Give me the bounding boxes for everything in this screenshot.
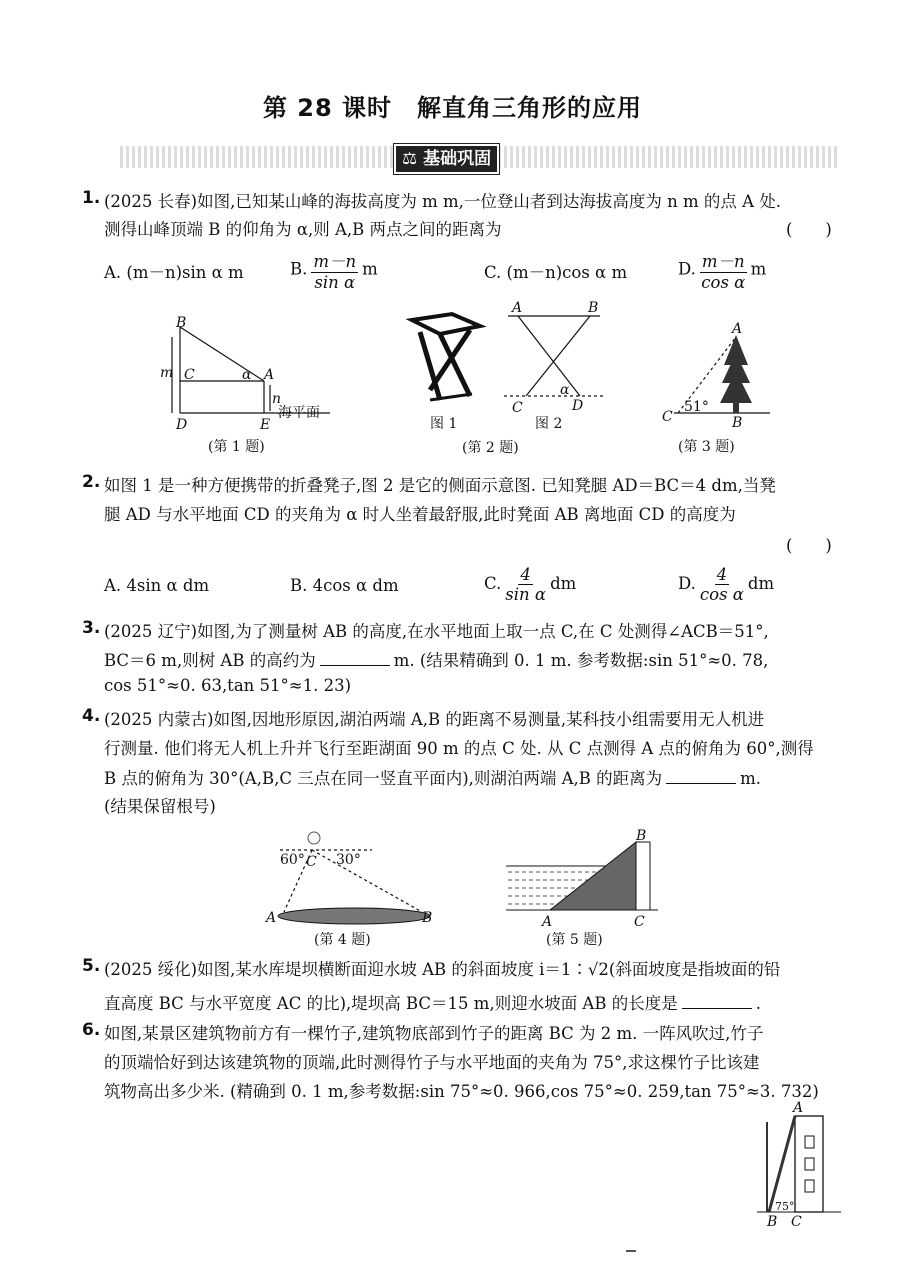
figure-1: [160, 315, 360, 455]
question-number: 5.: [82, 956, 101, 976]
question-text: 的顶端恰好到达该建筑物的顶端,此时测得竹子与水平地面的夹角为 75°,求这棵竹子比该建: [104, 1053, 760, 1072]
label-b: B: [732, 415, 743, 431]
figure-caption: (第 5 题): [546, 932, 603, 948]
question-text: 测得山峰顶端 B 的仰角为 α,则 A,B 两点之间的距离为: [104, 220, 502, 239]
unit: dm: [747, 574, 775, 593]
label-alpha: α: [560, 382, 570, 398]
text-part: BC＝6 m,则树 AB 的高约为: [104, 651, 316, 670]
label-c: C: [791, 1214, 802, 1230]
figure-caption: (第 3 题): [678, 439, 735, 455]
answer-blank[interactable]: [320, 665, 390, 666]
subfigure-1-label: 图 1: [430, 416, 458, 432]
label-sea-level: 海平面: [278, 405, 320, 421]
text-part: B 点的俯角为 30°(A,B,C 三点在同一竖直平面内),则湖泊两端 A,B 的距离为: [104, 769, 663, 788]
fraction: [700, 565, 744, 604]
figure-4: [262, 828, 452, 953]
label-angle: 75°: [775, 1200, 795, 1213]
section-label: 基础巩固: [423, 149, 492, 169]
option-label: C.: [484, 574, 502, 593]
unit: m: [750, 259, 767, 279]
label-m: m: [160, 365, 174, 381]
denominator: cos α: [699, 585, 744, 604]
figure-2: [400, 300, 610, 460]
drone-icon: [308, 832, 320, 844]
option-b[interactable]: [290, 248, 378, 292]
numerator: m－n: [311, 248, 358, 273]
answer-blank[interactable]: [682, 1008, 752, 1009]
question-text: [104, 765, 761, 789]
label-c: C: [662, 409, 673, 425]
label-a: A: [793, 1100, 804, 1116]
numerator: 4: [520, 565, 531, 584]
option-d[interactable]: [678, 565, 774, 604]
question-text: 腿 AD 与水平地面 CD 的夹角为 α 时人坐着最舒服,此时凳面 AB 离地面 CD 的高度为: [104, 505, 736, 524]
label-a: A: [512, 300, 523, 316]
label-c: C: [306, 854, 317, 870]
question-text: (2025 内蒙古)如图,因地形原因,湖泊两端 A,B 的距离不易测量,某科技小组需要用无人机进: [104, 710, 765, 729]
label-angle: 51°: [684, 399, 709, 415]
denominator: sin α: [314, 273, 356, 292]
label-a: A: [542, 914, 553, 930]
option-a[interactable]: A. 4sin α dm: [104, 576, 210, 595]
fraction: [311, 248, 358, 292]
label-alpha: α: [242, 367, 252, 383]
label-b: B: [588, 300, 599, 316]
question-text: (结果保留根号): [104, 797, 216, 816]
question-text: cos 51°≈0. 63,tan 51°≈1. 23): [104, 676, 352, 695]
answer-paren[interactable]: ( ): [786, 220, 832, 239]
label-a: A: [732, 321, 743, 337]
label-c: C: [184, 367, 195, 383]
section-badge: [394, 144, 499, 174]
label-n: n: [272, 391, 282, 407]
option-d[interactable]: [678, 248, 766, 292]
label-d: D: [176, 417, 188, 433]
label-a: A: [264, 367, 275, 383]
label-30: 30°: [336, 852, 361, 868]
figure-caption: (第 2 题): [462, 440, 519, 456]
question-text: (2025 辽宁)如图,为了测量树 AB 的高度,在水平地面上取一点 C,在 C 处测得∠ACB＝51°,: [104, 622, 769, 641]
denominator: sin α: [505, 585, 547, 604]
label-c: C: [512, 400, 523, 416]
option-label: B.: [290, 259, 308, 279]
figure-caption: (第 1 题): [208, 439, 265, 455]
fraction: [505, 565, 546, 604]
option-label: D.: [678, 574, 696, 593]
option-a[interactable]: A. (m－n)sin α m: [104, 263, 244, 282]
numerator: m－n: [700, 248, 747, 273]
text-part: m. (结果精确到 0. 1 m. 参考数据:sin 51°≈0. 78,: [393, 651, 769, 670]
question-text: [104, 990, 761, 1014]
question-number: 1.: [82, 188, 101, 208]
figure-6: [755, 1100, 850, 1230]
label-a: A: [266, 910, 277, 926]
unit: dm: [550, 574, 577, 593]
option-c[interactable]: C. (m－n)cos α m: [484, 263, 628, 282]
option-b[interactable]: B. 4cos α dm: [290, 576, 399, 595]
question-text: 如图 1 是一种方便携带的折叠凳子,图 2 是它的侧面示意图. 已知凳腿 AD＝BC＝4 dm,当凳: [104, 476, 776, 495]
question-number: 2.: [82, 472, 101, 492]
text-part: 直高度 BC 与水平宽度 AC 的比),堤坝高 BC＝15 m,则迎水坡面 AB 的长度是: [104, 994, 678, 1013]
numerator: 4: [716, 565, 728, 584]
scale-icon: ⚖: [402, 149, 424, 169]
label-b: B: [767, 1214, 778, 1230]
label-d: D: [572, 398, 584, 414]
figure-3: [660, 321, 780, 455]
figure-5: [500, 828, 670, 953]
label-b: B: [636, 828, 647, 844]
page-title: 第 28 课时 解直角三角形的应用: [262, 94, 643, 122]
fraction: [700, 248, 747, 292]
label-b: B: [176, 315, 187, 331]
unit: m: [362, 259, 378, 279]
label-60: 60°: [280, 852, 305, 868]
question-text: 筑物高出多少米. (精确到 0. 1 m,参考数据:sin 75°≈0. 966,cos 75°≈0. 259,tan 75°≈3. 732): [104, 1082, 819, 1101]
option-label: D.: [678, 259, 696, 279]
subfigure-2-label: 图 2: [535, 416, 563, 432]
page-mark: [626, 1250, 636, 1252]
answer-paren[interactable]: ( ): [786, 536, 832, 555]
label-b: B: [422, 910, 433, 926]
figure-caption: (第 4 题): [314, 932, 371, 948]
label-e: E: [260, 417, 271, 433]
question-text: (2025 长春)如图,已知某山峰的海拔高度为 m m,一位登山者到达海拔高度为 n m 的点 A 处.: [104, 192, 782, 211]
question-number: 3.: [82, 618, 101, 638]
question-text: (2025 绥化)如图,某水库堤坝横断面迎水坡 AB 的斜面坡度 i＝1∶√2(斜面坡度是指坡面的铅: [104, 960, 781, 979]
question-number: 6.: [82, 1020, 101, 1040]
question-number: 4.: [82, 706, 101, 726]
question-text: 如图,某景区建筑物前方有一棵竹子,建筑物底部到竹子的距离 BC 为 2 m. 一阵风吹过,竹子: [104, 1024, 764, 1043]
text-part: .: [755, 994, 761, 1013]
answer-blank[interactable]: [666, 783, 736, 784]
option-c[interactable]: [484, 565, 576, 604]
text-part: m.: [740, 769, 762, 788]
label-c: C: [634, 914, 645, 930]
question-text: 行测量. 他们将无人机上升并飞行至距湖面 90 m 的点 C 处. 从 C 点测得 A 点的俯角为 60°,测得: [104, 739, 814, 758]
denominator: cos α: [701, 273, 746, 292]
question-text: [104, 647, 768, 671]
